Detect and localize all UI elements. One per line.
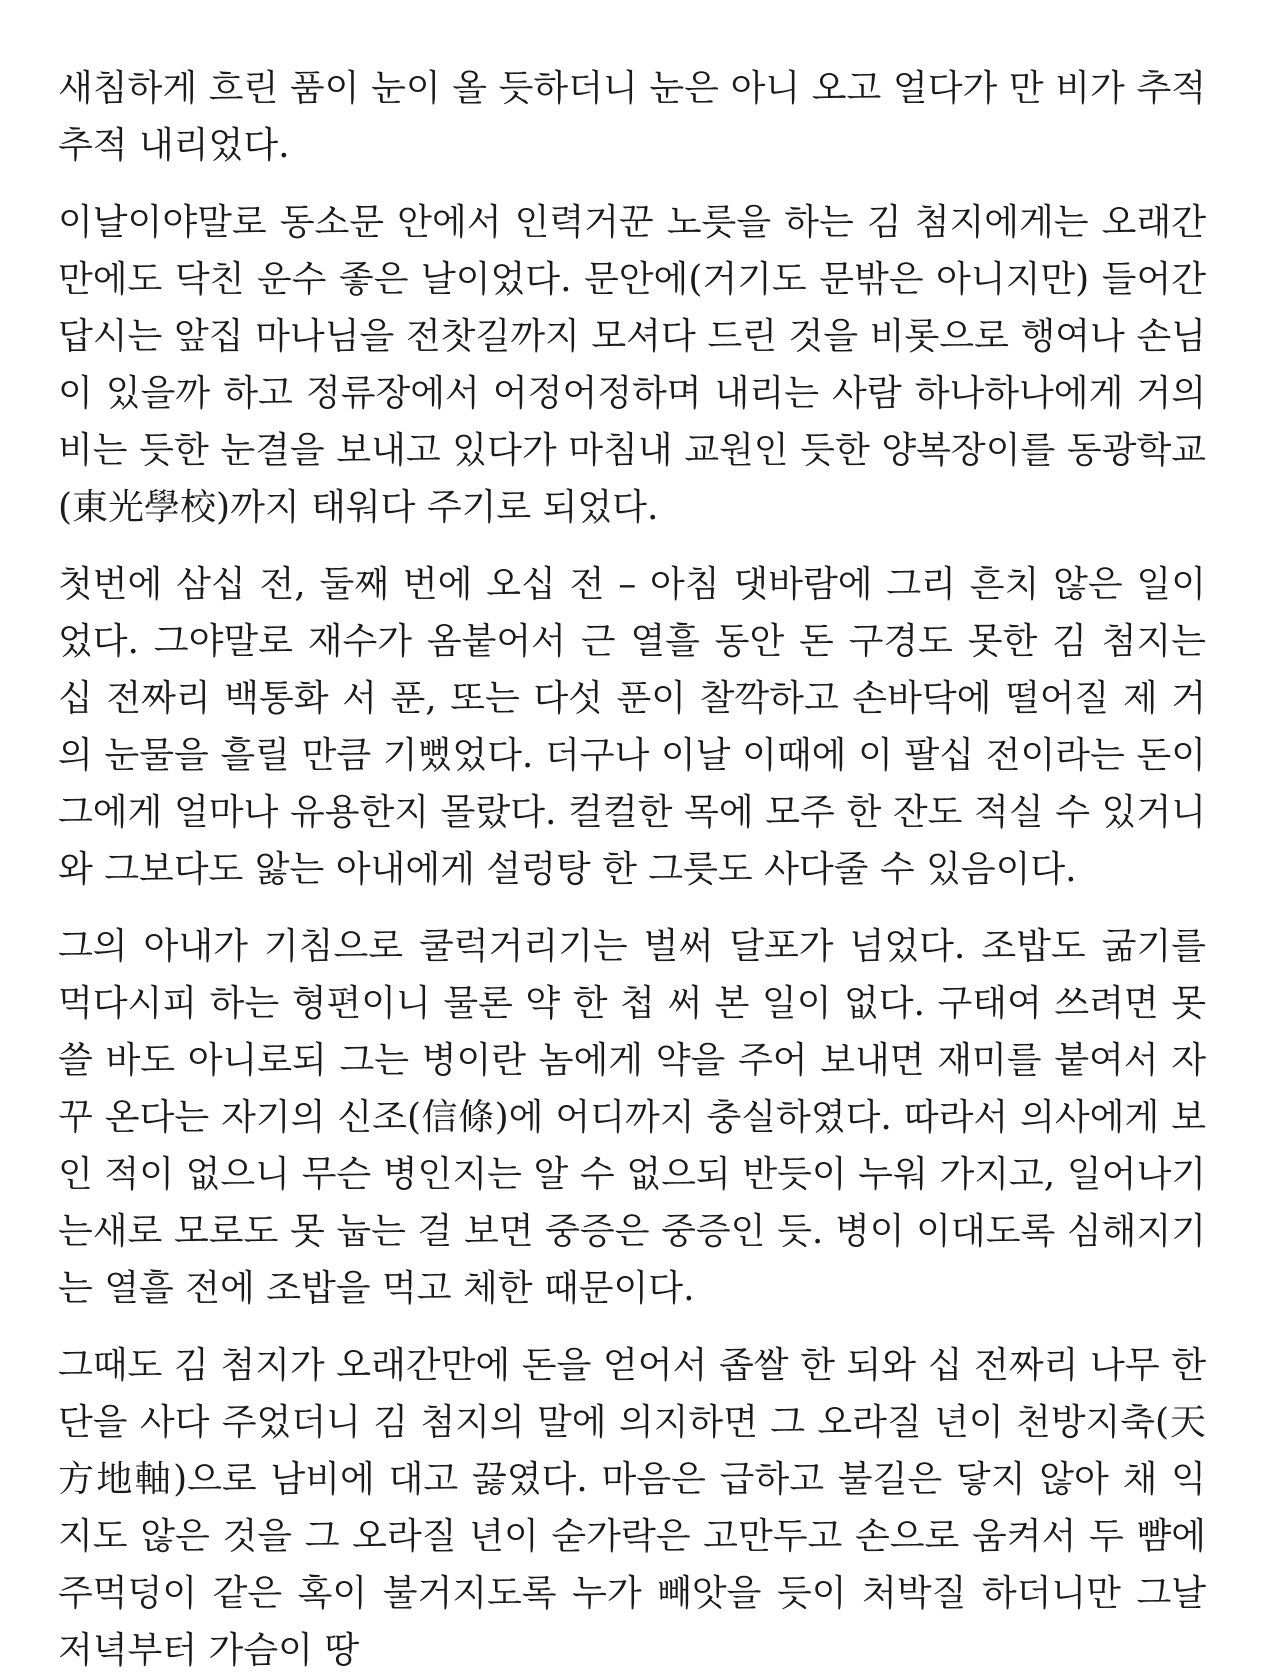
paragraph-5: 그때도 김 첨지가 오래간만에 돈을 얻어서 좁쌀 한 되와 십 전짜리 나무 한 단을 사다 주었더니 김 첨지의 말에 의지하면 그 오라질 년이 천방지축(天方地軸)으로 남비에 대고 끓였다. 마음은 급하고 불길은 닿지 않아 채 익지도 않은 것을 그 오라질 년이 숟가락은 고만두고 손으로 움켜서 두 뺨에 주먹덩이 같은 혹이 불거지도록 누가 빼앗을 듯이 처박질 하더니만 그날 저녁부터 가슴이 땅 (58, 1345, 1206, 1671)
paragraph-2: 이날이야말로 동소문 안에서 인력거꾼 노릇을 하는 김 첨지에게는 오래간만에도 닥친 운수 좋은 날이었다. 문안에(거기도 문밖은 아니지만) 들어간답시는 앞집 마나님을 전찻길까지 모셔다 드린 것을 비롯으로 행여나 손님이 있을까 하고 정류장에서 어정어정하며 내리는 사람 하나하나에게 거의 비는 듯한 눈결을 보내고 있다가 마침내 교원인 듯한 양복장이를 동광학교(東光學校)까지 태워다 주기로 되었다. (58, 202, 1206, 528)
paragraph-3: 첫번에 삼십 전, 둘째 번에 오십 전 – 아침 댓바람에 그리 흔치 않은 일이었다. 그야말로 재수가 옴붙어서 근 열흘 동안 돈 구경도 못한 김 첨지는 십 전짜리 백통화 서 푼, 또는 다섯 푼이 찰깍하고 손바닥에 떨어질 제 거의 눈물을 흘릴 만큼 기뻤었다. 더구나 이날 이때에 이 팔십 전이라는 돈이 그에게 얼마나 유용한지 몰랐다. 컬컬한 목에 모주 한 잔도 적실 수 있거니와 그보다도 앓는 아내에게 설렁탕 한 그릇도 사다줄 수 있음이다. (58, 564, 1206, 890)
paragraph-1: 새침하게 흐린 품이 눈이 올 듯하더니 눈은 아니 오고 얼다가 만 비가 추적추적 내리었다. (58, 68, 1206, 166)
paragraph-4: 그의 아내가 기침으로 쿨럭거리기는 벌써 달포가 넘었다. 조밥도 굶기를 먹다시피 하는 형편이니 물론 약 한 첩 써 본 일이 없다. 구태여 쓰려면 못 쓸 바도 아니로되 그는 병이란 놈에게 약을 주어 보내면 재미를 붙여서 자꾸 온다는 자기의 신조(信條)에 어디까지 충실하였다. 따라서 의사에게 보인 적이 없으니 무슨 병인지는 알 수 없으되 반듯이 누워 가지고, 일어나기는새로 모로도 못 눕는 걸 보면 중증은 중증인 듯. 병이 이대도록 심해지기는 열흘 전에 조밥을 먹고 체한 때문이다. (58, 926, 1206, 1309)
